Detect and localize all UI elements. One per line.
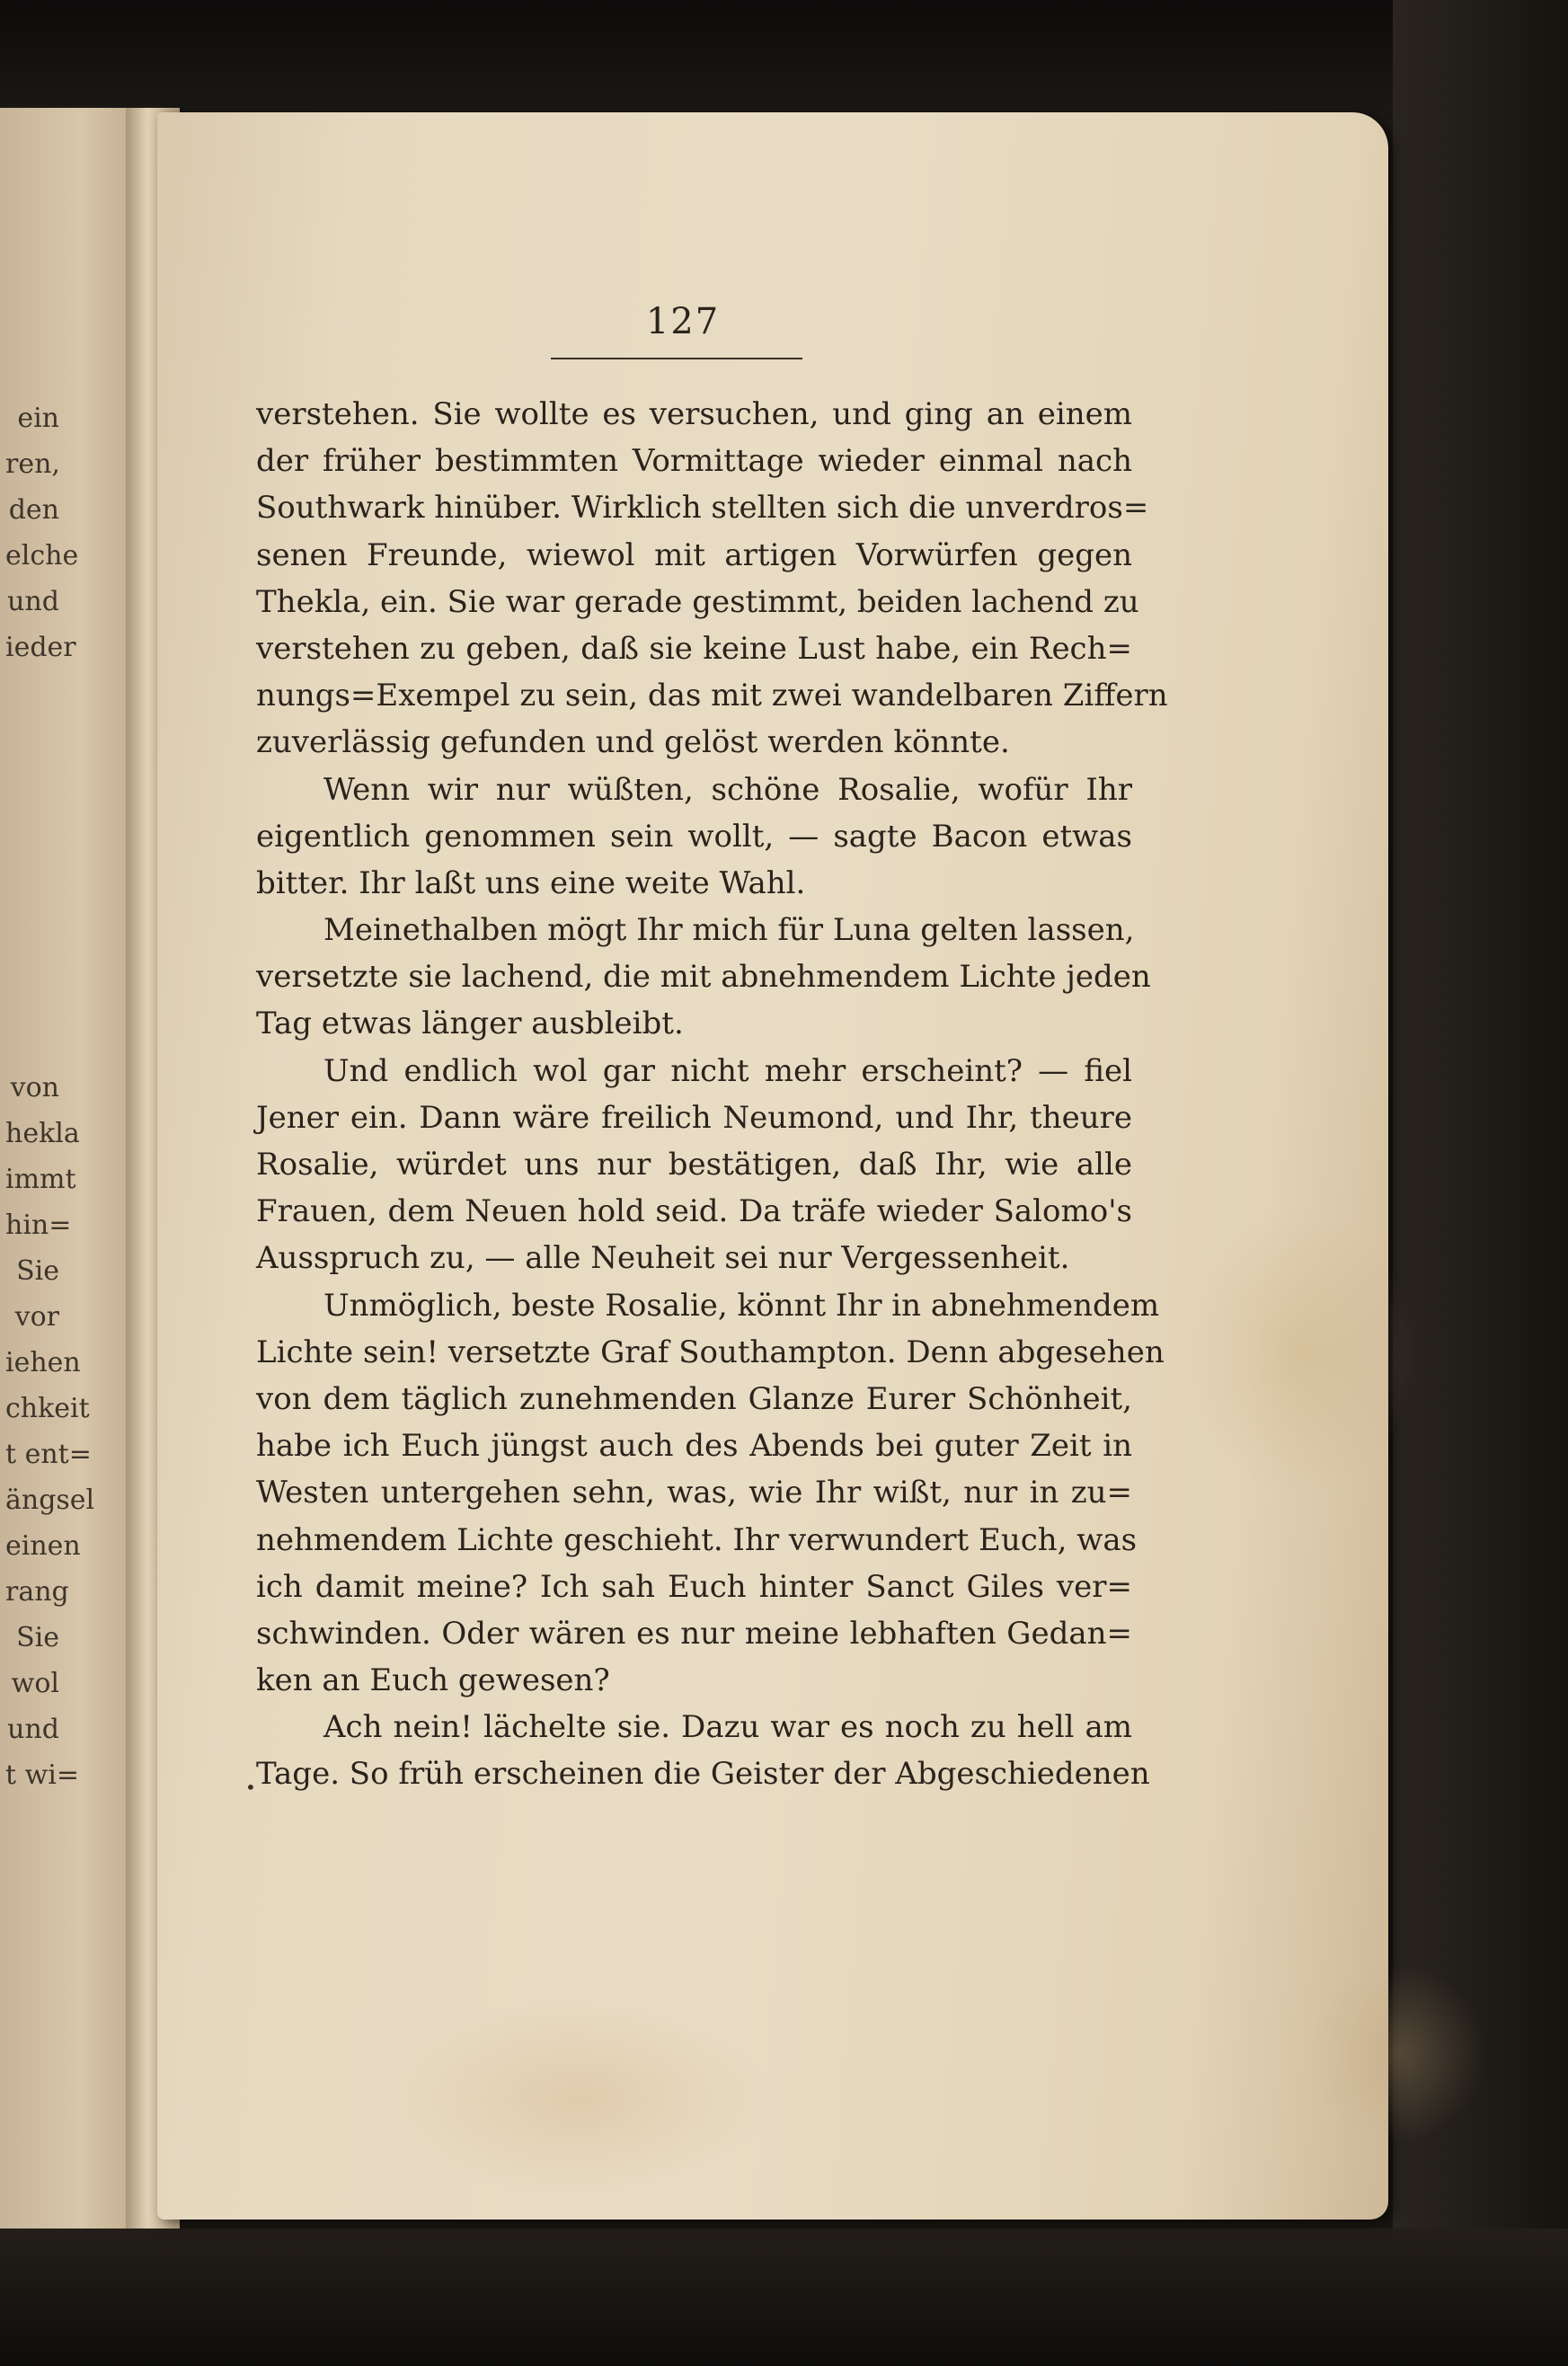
text-line: bitter. Ihr laßt uns eine weite Wahl.: [256, 864, 806, 901]
previous-page-fragment: ein: [17, 403, 59, 434]
previous-page-fragment: Sie: [16, 1622, 59, 1653]
text-line: Lichte sein! versetzte Graf Southampton. Denn abgesehen: [256, 1334, 1165, 1370]
previous-page-fragment: und: [7, 586, 59, 617]
text-line: nehmendem Lichte geschieht. Ihr verwundert Euch, was: [256, 1521, 1138, 1558]
text-line: Tag etwas länger ausbleibt.: [256, 1006, 684, 1042]
previous-page-fragment: ängsel: [5, 1484, 95, 1516]
text-line: Rosalie, würdet uns nur bestätigen, daß Ihr, wie alle: [256, 1147, 1132, 1183]
page-number: 127: [645, 301, 721, 342]
text-line: Und endlich wol gar nicht mehr erscheint? — fiel: [323, 1052, 1132, 1089]
text-line: der früher bestimmten Vormittage wieder einmal nach: [256, 443, 1132, 480]
text-line: habe ich Euch jüngst auch des Abends bei guter Zeit in: [256, 1428, 1132, 1465]
paper-stain: [1307, 1963, 1487, 2143]
page-body-text: [256, 391, 1168, 1798]
previous-page-fragment: chkeit: [5, 1393, 90, 1424]
previous-page-fragment: t ent=: [5, 1439, 92, 1470]
margin-dot: •: [245, 1777, 256, 1798]
previous-page-fragment: ren,: [5, 448, 60, 480]
text-line: senen Freunde, wiewol mit artigen Vorwürfen gegen: [256, 536, 1132, 573]
text-line: nungs=Exempel zu sein, das mit zwei wandelbaren Ziffern: [256, 678, 1168, 714]
text-line: eigentlich genommen sein wollt, — sagte Bacon etwas: [256, 818, 1132, 855]
previous-page-fragment: hin=: [5, 1210, 72, 1241]
text-line: Frauen, dem Neuen hold seid. Da träfe wieder Salomo's: [256, 1193, 1132, 1230]
text-line: zuverlässig gefunden und gelöst werden könnte.: [256, 724, 1010, 761]
previous-page-fragment: von: [10, 1072, 59, 1103]
text-line: Ach nein! lächelte sie. Dazu war es noch zu hell am: [323, 1709, 1132, 1746]
text-line: Jener ein. Dann wäre freilich Neumond, und Ihr, theure: [256, 1099, 1132, 1136]
text-line: Westen untergehen sehn, was, wie Ihr wißt, nur in zu=: [256, 1475, 1132, 1511]
previous-page-fragment: rang: [5, 1576, 69, 1608]
text-line: Wenn wir nur wüßten, schöne Rosalie, wofür Ihr: [323, 771, 1132, 808]
text-line: Tage. So früh erscheinen die Geister der Abgeschiedenen: [256, 1756, 1150, 1793]
text-line: Ausspruch zu, — alle Neuheit sei nur Vergessenheit.: [256, 1240, 1070, 1277]
previous-page-fragment: t wi=: [5, 1759, 80, 1791]
previous-page-fragment: und: [7, 1714, 59, 1745]
text-line: Meinethalben mögt Ihr mich für Luna gelten lassen,: [323, 912, 1135, 949]
text-line: Thekla, ein. Sie war gerade gestimmt, beiden lachend zu: [256, 583, 1139, 620]
previous-page-fragment: elche: [5, 540, 79, 572]
background-bottom: [0, 2229, 1568, 2366]
text-line: ich damit meine? Ich sah Euch hinter Sanct Giles ver=: [256, 1568, 1132, 1605]
text-line: Unmöglich, beste Rosalie, könnt Ihr in abnehmendem: [323, 1287, 1160, 1324]
previous-page-fragment: hekla: [5, 1118, 80, 1149]
previous-page-fragment: vor: [14, 1301, 59, 1333]
paper-stain: [1182, 1209, 1415, 1496]
text-line: schwinden. Oder wären es nur meine lebhaften Gedan=: [256, 1615, 1132, 1652]
text-line: Southwark hinüber. Wirklich stellten sich die unverdros=: [256, 490, 1149, 527]
previous-page-fragment: Sie: [16, 1255, 59, 1287]
background-top: [0, 0, 1568, 126]
previous-page-fragment: einen: [5, 1530, 81, 1562]
text-line: verstehen. Sie wollte es versuchen, und ging an einem: [256, 396, 1132, 432]
previous-page-fragment: wol: [11, 1668, 59, 1699]
previous-page-fragment: ieder: [5, 632, 76, 663]
previous-page-fragments-top: [5, 395, 79, 670]
text-line: verstehen zu geben, daß sie keine Lust habe, ein Rech=: [256, 630, 1132, 667]
previous-page-fragments-bottom: [5, 1065, 95, 1798]
header-rule: [551, 358, 802, 359]
previous-page-fragment: iehen: [5, 1347, 81, 1378]
text-line: ken an Euch gewesen?: [256, 1662, 610, 1699]
previous-page-fragment: den: [8, 494, 59, 526]
paper-stain: [391, 1999, 768, 2197]
previous-page-fragment: immt: [5, 1164, 76, 1195]
text-line: versetzte sie lachend, die mit abnehmendem Lichte jeden: [256, 959, 1151, 996]
text-line: von dem täglich zunehmenden Glanze Eurer Schönheit,: [256, 1380, 1132, 1417]
